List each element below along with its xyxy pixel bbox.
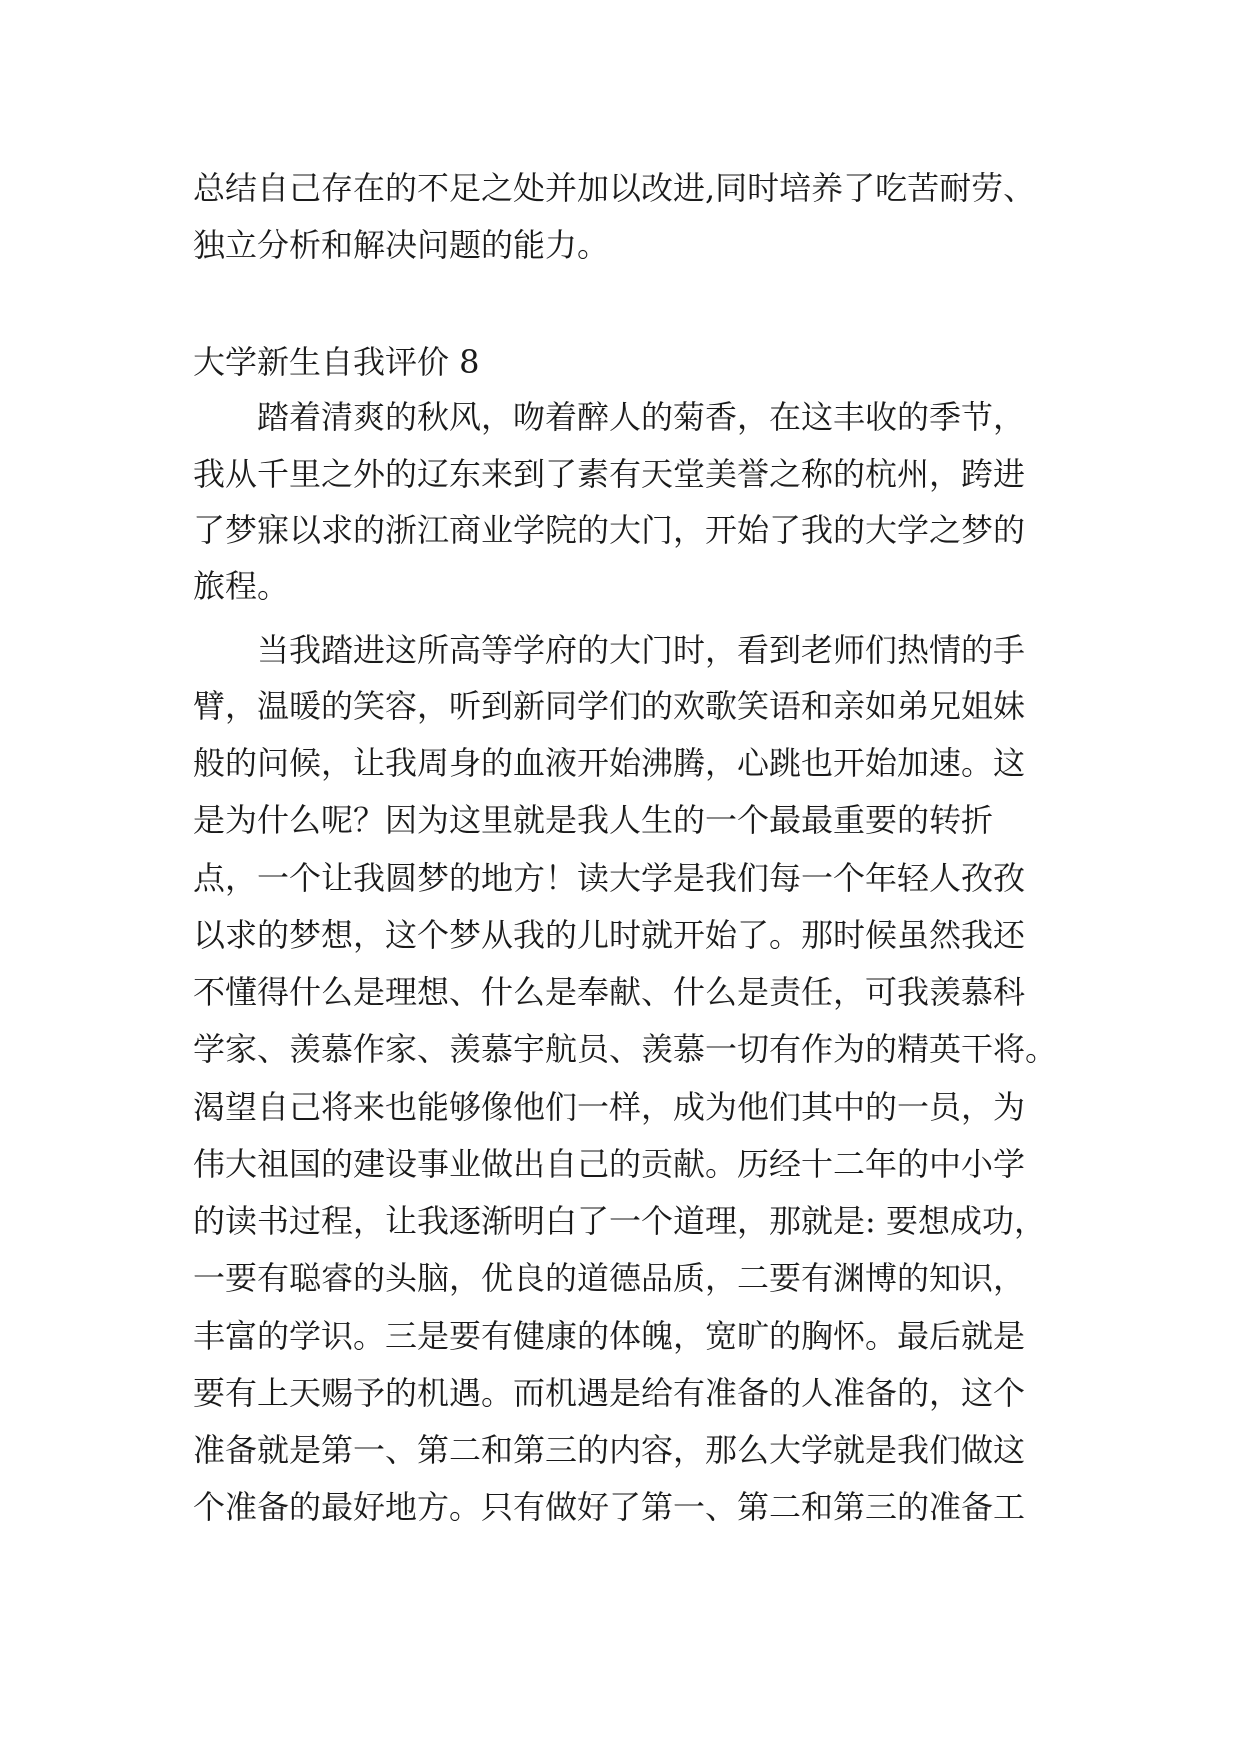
- text-line: 一要有聪睿的头脑，优良的道德品质，二要有渊博的知识，: [193, 1259, 1026, 1297]
- text-line: 我从千里之外的辽东来到了素有天堂美誉之称的杭州，跨进: [193, 455, 1026, 493]
- text-line: 是为什么呢？因为这里就是我人生的一个最最重要的转折: [193, 801, 994, 839]
- text-line: 不懂得什么是理想、什么是奉献、什么是责任，可我羡慕科: [193, 973, 1026, 1011]
- text-line: 的读书过程，让我逐渐明白了一个道理，那就是: 要想成功，: [193, 1202, 1046, 1240]
- text-line: 踏着清爽的秋风，吻着醉人的菊香，在这丰收的季节，: [257, 398, 1026, 436]
- text-line: 以求的梦想，这个梦从我的儿时就开始了。那时候虽然我还: [193, 916, 1026, 954]
- text-line: 了梦寐以求的浙江商业学院的大门，开始了我的大学之梦的: [193, 511, 1026, 549]
- text-line: 臂，温暖的笑容，听到新同学们的欢歌笑语和亲如弟兄姐妹: [193, 687, 1026, 725]
- text-line: 点，一个让我圆梦的地方！读大学是我们每一个年轻人孜孜: [193, 859, 1026, 897]
- text-line: 准备就是第一、第二和第三的内容，那么大学就是我们做这: [193, 1431, 1026, 1469]
- text-line: 旅程。: [193, 567, 290, 605]
- text-line: 要有上天赐予的机遇。而机遇是给有准备的人准备的，这个: [193, 1374, 1026, 1412]
- section-heading: 大学新生自我评价 8: [193, 343, 480, 381]
- text-line: 总结自己存在的不足之处并加以改进,同时培养了吃苦耐劳、: [193, 169, 1036, 207]
- text-line: 学家、羡慕作家、羡慕宇航员、羡慕一切有作为的精英干将。: [193, 1030, 1058, 1068]
- text-line: 个准备的最好地方。只有做好了第一、第二和第三的准备工: [193, 1488, 1026, 1526]
- text-line: 渴望自己将来也能够像他们一样，成为他们其中的一员，为: [193, 1088, 1026, 1126]
- text-line: 独立分析和解决问题的能力。: [193, 226, 610, 264]
- text-line: 当我踏进这所高等学府的大门时，看到老师们热情的手: [257, 631, 1026, 669]
- text-line: 丰富的学识。三是要有健康的体魄，宽旷的胸怀。最后就是: [193, 1317, 1026, 1355]
- text-line: 般的问候，让我周身的血液开始沸腾，心跳也开始加速。这: [193, 744, 1026, 782]
- text-line: 伟大祖国的建设事业做出自己的贡献。历经十二年的中小学: [193, 1145, 1026, 1183]
